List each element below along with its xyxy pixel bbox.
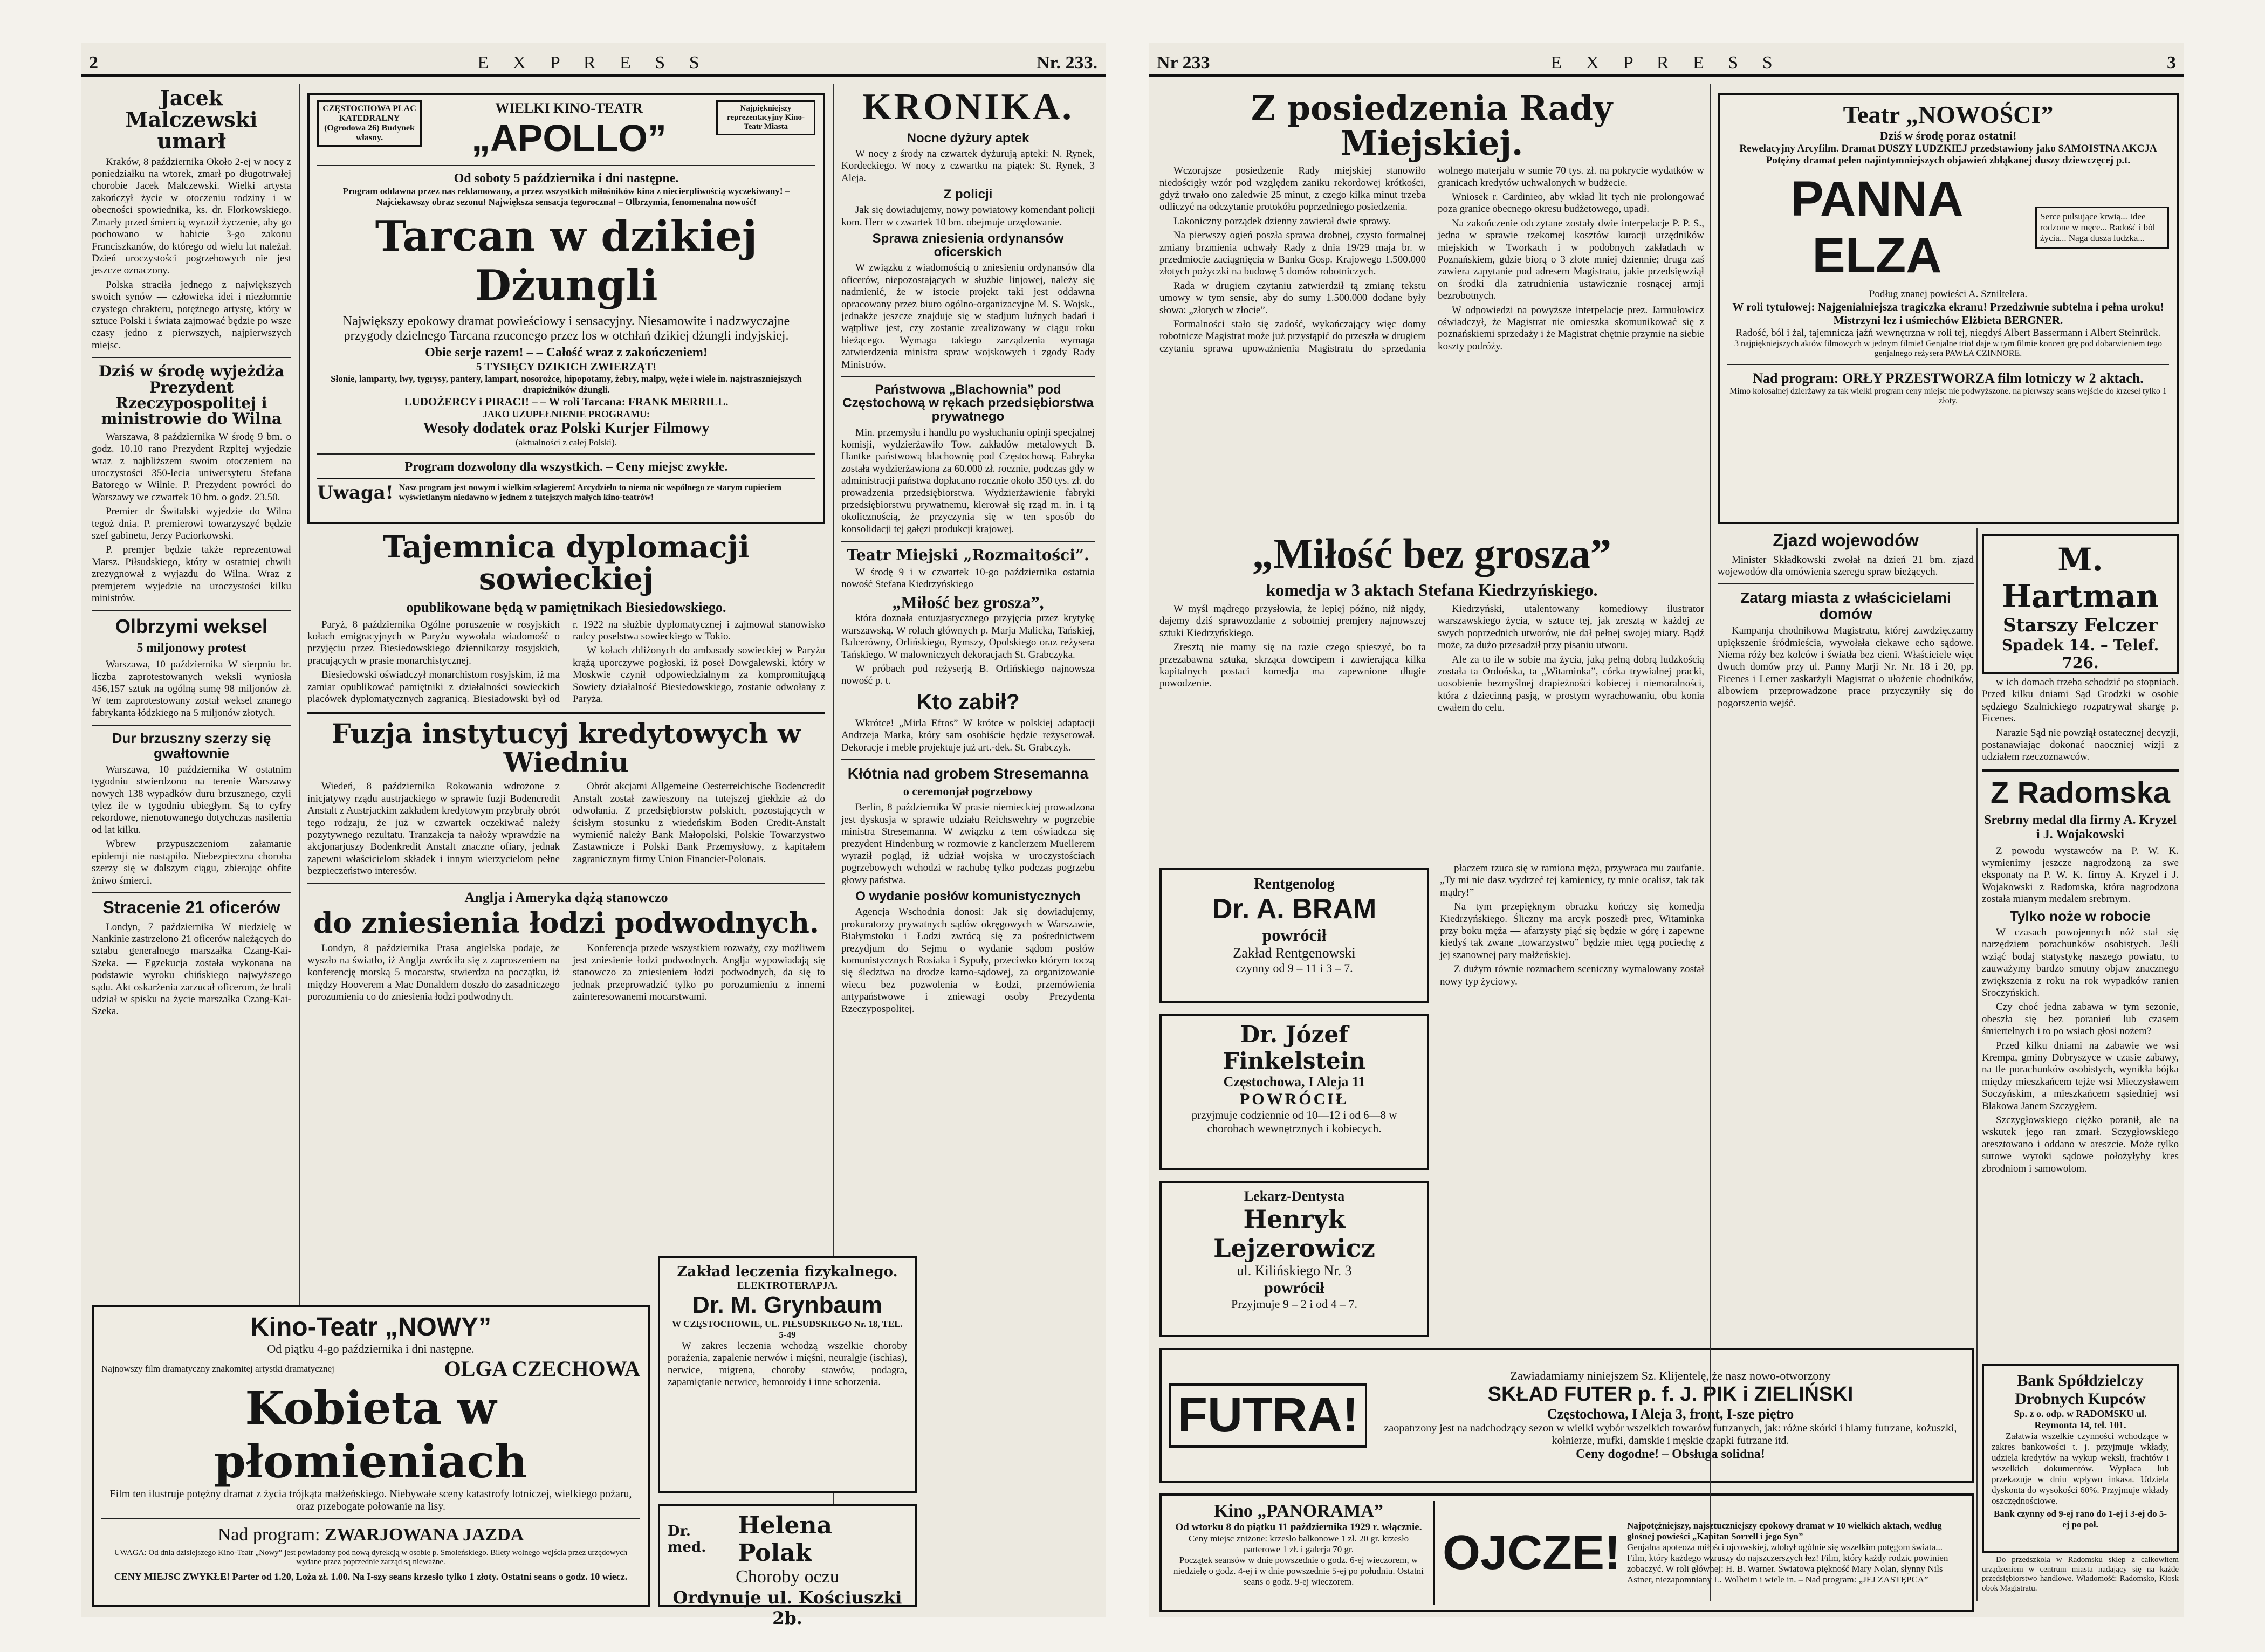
subheadline: opublikowane będą w pamiętnikach Biesiedowskiego.: [406, 599, 726, 615]
headline-kronika: KRONIKA.: [862, 86, 1074, 128]
newspaper-title: E X P R E S S: [1550, 53, 1782, 73]
ad-kino-nowy: [92, 1305, 650, 1607]
article-body: Czy choć jedna zabawa w tym sezonie, obeszła się bez poranień lub czasem śmiertelnych i to po wsiach głosi nożem?: [1982, 1001, 2179, 1037]
article-body: Ale za to ile w sobie ma życia, jaką pełną dobrą ludzkością została ta Ordońska, ta „Witaminka”, córka trywialnej pracki, uosobienie bezmyślnej drapieżności kobiecej i niemoralności, która z dziecinną pasją, w prostym wyrachowaniu, obu konia cwałem do celu.: [1438, 653, 1704, 714]
futra-intro: Zawiadamiamy niniejszem Sz. Klijentelę, że nasz nowo-otworzony: [1510, 1369, 1831, 1382]
headline-fuzja: Fuzja instytucyj kredytowych w Wiedniu: [332, 718, 801, 778]
article-body: Obrót akcjami Allgemeine Oesterreichische Bodencredit Anstalt został zawieszony na tutejszej giełdzie aż do odwołania. Z przedsiębiorstw polskich, pozostających w ścisłym stosunku z wiedeńskim Boden Credit-Anstalt wymienić należy Bank Małopolski, Polskie Towarzystwo Zastawnicze i Polski Bank Przemysłowy, z kapitałem zagranicznym firmy Union Financier-Polonais.: [573, 781, 825, 865]
finkelstein-hours: przyjmuje codziennie od 10—12 i od 6—8 w chorobach wewnętrznych i kobiecych.: [1191, 1109, 1397, 1135]
article-body: Przed kilku dniami na zabawie we wsi Krempa, gminy Dobryszyce w czasie zabawy, na tle porachunków osobistych, wynikła bójka między mieszkańcem tejże wsi Mieczysławem Soczyńskim, a mieszkańcem sąsiedniej wsi Blakowa Janem Szczygłem.: [1982, 1040, 2179, 1112]
headline-weksel: Olbrzymi weksel: [115, 615, 268, 638]
article-body: W środę 9 i w czwartek 10-go października ostatnia nowość Stefana Kiedrzyńskiego: [841, 566, 1095, 590]
newspaper-title: E X P R E S S: [477, 53, 709, 73]
nowosci-note: Mimo kolosalnej dzierżawy za tak wielki program ceny miejsc nie podwyższone. na pierwszy seans wejście do krzeseł tylko 1 złoty.: [1729, 387, 2167, 405]
article-body: Premier dr Świtalski wyjedzie do Wilna tegoż dnia. P. premierowi towarzyszyć będzie szef gabinetu, Jerzy Paciorkowski.: [92, 506, 291, 541]
nowy-prices: CENY MIEJSC ZWYKŁE! Parter od 1.20, Loża zł. 1.00. Na I-szy seans krzesło tylko 1 złoty. Ostatni seans o godz. 10 wiecz.: [114, 1571, 628, 1582]
ojcze-body: Genjalna apoteoza miłości ojcowskiej, zdobył ogólnie się wszelkim potęgom świata... Film, który każdego wzruszy do najszczerszych łez! Film, który każdy rodzic powinien zobaczyć. W roli głównej: H. B. Warner. Światowa piękność Mary Nolan, słynny Nils Astner, niezapomniany L. Wolheim i wiele in. – Nad program: „JEJ ZASTĘPCA”: [1627, 1542, 1948, 1585]
article-body: W próbach pod reżyserją B. Orlińskiego najnowsza nowość p. t.: [841, 663, 1095, 687]
divider: [317, 453, 815, 455]
divider: [1718, 583, 1974, 584]
nowy-next: ZWARJOWANA JAZDA: [324, 1525, 524, 1545]
column-rule: [1710, 84, 1711, 1601]
headline-prezydent: Dziś w środę wyjeżdża Prezydent Rzeczypospolitej i ministrowie do Wilna: [98, 362, 285, 428]
ad-hartman: [1982, 534, 2179, 674]
bank-name: Bank Spółdzielczy Drobnych Kupców: [2015, 1372, 2146, 1408]
divider: [307, 883, 825, 884]
teatr-title: „Miłość bez grosza”,: [892, 593, 1044, 612]
apollo-film-title: Tarcan w dzikiej Dżungli: [375, 212, 758, 310]
ad-teatr-nowosci: [1718, 93, 2179, 524]
bram-status: powrócił: [1262, 925, 1327, 945]
headline-teatr: Teatr Miejski „Rozmaitości”.: [847, 546, 1089, 565]
article-body: Agencja Wschodnia donosi: Jak się dowiadujemy, prokuratorzy prywatnych sądów okręgowych w Warszawie, Białymstoku i Łodzi zwrócą się za pośrednictwem prezydjum do Sejmu o wydanie sądom posłów komunistycznych Rosiaka i Sypuły, przeciwko którym toczą się śledztwa na drodze karno-sądowej, za organizowanie wiecu bez pozwolenia w Łodzi, przemówienia antypaństwowe i zniewagi osoby Prezydenta Rzeczypospolitej.: [841, 906, 1095, 1015]
apollo-name: „APOLLO”: [471, 117, 667, 159]
article-body: płaczem rzuca się w ramiona męża, przywraca mu zaufanie. „Ty mi nie dasz wydrzeć tej kamienicy, ty mnie ocalisz, tak tak mądry!”: [1440, 863, 1704, 898]
article-body: Zresztą nie mamy się na razie czego spieszyć, bo ta przezabawna sztuka, skrząca dowcipem i zawierająca kilka kapitalnych postaci komedja ma zapewnione długie powodzenie.: [1159, 642, 1426, 690]
header-rule: [1149, 74, 2184, 77]
article-body: W kołach zbliżonych do ambasady sowieckiej w Paryżu krążą uporczywe pogłoski, iż poseł Dowgalewski, który w Moskwie czynił odpowiedzialnym za kompromitującą Sowiety działalność Biesiedowskiego, zostanie odwołany z Paryża.: [573, 645, 825, 705]
divider: [101, 1518, 640, 1519]
apollo-bonus-sub: (aktualności z całej Polski).: [516, 437, 617, 448]
apollo-extra: JAKO UZUPEŁNIENIE PROGRAMU:: [482, 409, 650, 419]
ad-polak: [658, 1504, 917, 1628]
lejzerowicz-status: powrócił: [1264, 1279, 1324, 1297]
lejzerowicz-address: ul. Kilińskiego Nr. 3: [1237, 1263, 1352, 1278]
column-rule: [1976, 528, 1978, 1601]
headline-rada: Z posiedzenia Rady Miejskiej.: [1251, 88, 1613, 163]
right-page-header: [1149, 43, 2184, 77]
left-page-header: [81, 43, 1106, 77]
ad-apollo: [307, 93, 825, 524]
column-kronika: [841, 84, 1095, 1017]
headline-klotnia: Kłótnia nad grobem Stresemanna: [847, 765, 1089, 782]
article-body: Min. przemysłu i handlu po wysłuchaniu opinji specjalnej komisji, wydzierżawiło Tow. zakładów metalowych B. Hantke państwową blachownię pod Częstochową. Fabryka została wydzierżawiona za 60.000 zł. rocznie, podczas gdy w administracji państwa dopłacano rocznie około 350 tys. zł. do prowadzenia przedsiębiorstwa. Wydzierżawienie fabryki przedsiębiorstwu prywatnemu, kierował się rząd m. in. i tą okolicznością, że przyczynia się w ten sposób do konsolidacji tej gałęzi produkcji krajowej.: [841, 426, 1095, 535]
bank-body: Załatwia wszelkie czynności wchodzące w zakres bankowości t. j. przyjmuje wkłady, udziela kredytów na wykup weksli, frachtów i wszelkich dokumentów. Wypłaca lub przekazuje w dniu wpływu inkasa. Udziela dyskonta do wysokości 60%. Przyjmuje wkłady oszczędnościowe.: [1992, 1431, 2169, 1506]
article-body: Londyn, 8 października Prasa angielska podaje, że wyszło na światło, iż Anglja zwróciła się z zaproszeniem na konferencję morską 5 mocarstw, stwierdza na początku, iż między Hooverem a Mac Donaldem doszło do zasadniczego porozumienia co do zniesienia łodzi podwodnych.: [307, 942, 560, 1002]
headline-blachownia: Państwowa „Blachownia” pod Częstochową w rękach przedsiębiorstwa prywatnego: [842, 382, 1094, 424]
article-body: Londyn, 7 października W niedzielę w Nankinie zastrzelono 21 oficerów należących do sztabu generalnego marszałka Czang-Kai-Szeka. — Egzekucja została wykonana na podstawie wyroku chińskiego najwyższego sądu. Akt oskarżenia zarzucał oficerom, że brali udział w spisku na życie marszałka Czang-Kai-Szeka.: [92, 921, 291, 1017]
finkelstein-status: POWRÓCIŁ: [1239, 1090, 1349, 1108]
article-body: Warszawa, 8 października W środę 9 bm. o godz. 10.10 rano Prezydent Rzpltej wyjedzie wraz z najbliższem swoim otoczeniem na uroczystości 350-lecia uniwersytetu Stefana Batorego w Wilnie. P. Prezydent powróci do Warszawy we czwartek 10 bm. o godz. 23.50.: [92, 431, 291, 503]
apollo-allowed: Program dozwolony dla wszystkich. – Ceny miejsc zwykłe.: [404, 460, 728, 474]
divider: [92, 892, 291, 893]
article-body: Konferencja przede wszystkiem rozważy, czy możliwem jest zniesienie łodzi podwodnych. Anglja wypowiadają się stanowczo za zniesieniem łodzi podwodnych, da się to jednak przeprowadzić tylko po porozumieniu z innemi zainteresowanemi mocarstwami.: [573, 942, 825, 1002]
article-body: Szczygłowskiego ciężko poranił, ale na wskutek jego ran zmarł. Sczygłowskiego aresztowano i oddano w areszcie. Może tylko surowe wyroki sądowe położyłyby kres zbrodniom i samowolom.: [1982, 1114, 2179, 1174]
header-rule: [81, 74, 1106, 77]
article-rada: [1159, 87, 1704, 553]
article-body: Wiedeń, 8 października Rokowania wdrożone z inicjatywy rządu austrjackiego w sprawie fuzji Bodencredit Anstalt z Austrjackim zakładem kredytowym przybrały obrót tego rodzaju, że już w czwartek oczekiwać należy pozytywnego rezultatu. Tranzakcja ta nałoży wprawdzie na akcjonarjuszy Bodenkredit Anstalt znaczne ofiary, jednak zapewni właścicielom składek i innym wierzycielom pełne bezpieczeństwo interesów.: [307, 781, 560, 877]
article-body: Lakoniczny porządek dzienny zawierał dwie sprawy.: [1173, 215, 1391, 227]
article-body: W myśl mądrego przysłowia, że lepiej późno, niż nigdy, dajemy dziś sprawozdanie z sobotniej premjery najnowszej sztuki Kiedrzyńskiego.: [1159, 603, 1426, 639]
nowosci-cast2: Radość, ból i żal, tajemnicza jaźń wewnętrzna w roli tej, niegdyś Albert Bassermann i Albert Steinrück.: [1735, 327, 2161, 339]
apollo-note-label: Uwaga!: [317, 482, 394, 504]
divider: [1982, 769, 2179, 772]
article-body: Z powodu wystawców na P. W. K. wymienimy jeszcze nagrodzoną za swe eksponaty na P. W. K. firmy A. Kryzel i J. Wojakowski z Radomska, która nagrodzona została mianym medalem srebrnym.: [1982, 845, 2179, 905]
article-body: Do przedszkola w Radomsku sklep z całkowitem urządzeniem w centrum miasta nadający się na każde przedsiębiorstwo handlowe. Wiadomość: Radomsko, Kiosk obok Magistratu.: [1982, 1555, 2179, 1593]
column-zjazd: [1718, 528, 1974, 1337]
lejzerowicz-hours: Przyjmuje 9 – 2 i od 4 – 7.: [1231, 1297, 1358, 1311]
article-milosc: [1159, 528, 1704, 862]
nowosci-today: Dziś w środę poraz ostatni!: [1879, 129, 2017, 142]
article-body: Kampanja chodnikowa Magistratu, której zawdzięczamy upiększenie śródmieścia, wywołała ciekawe echo sądowe. Niema róży bez kolców i światła bez cieni. Właściciele więc dwuch domów przy ul. Panny Marji Nr. Nr. 18 i 20, pp. Ficenes i Lerner zaskarżyli Magistrat o ułożenie chodników, albowiem przeprowadzone prace przyczyniły się do pogorszenia wejść.: [1718, 625, 1974, 709]
lejzerowicz-title: Lekarz-Dentysta: [1244, 1188, 1345, 1204]
headline-policja: Z policji: [943, 187, 993, 202]
nowy-description: Film ten ilustruje potężny dramat z życia trójkąta małżeńskiego. Niebywałe sceny katastrofy lotniczej, wielkiego pożaru, oraz przebogate połowanie na lisy.: [109, 1488, 632, 1512]
apollo-right-box: Najpiękniejszy reprezentacyjny Kino-Teatr Miasta: [716, 100, 815, 135]
article-body: Wniosek r. Cardinieo, aby wkład lit tych nie prolongować poza granice obecnego okresu budżetowego, upadł.: [1438, 191, 1704, 215]
article-body: Polska straciła jednego z największych swoich synów — człowieka idei i niezłomnie czystego chrakteru, potężnego artystę, który w sztuce Polski i świata zajmować będzie po wsze czasy jedno z pierwszych, najpierwszych miejsc.: [92, 279, 291, 351]
article-body: Berlin, 8 października W prasie niemieckiej prowadzona jest dyskusja w sprawie udziału Reichswehry w pogrzebie ministra Stresemanna. W związku z tem oświadcza się prezydent Hindenburg w rozmowie z kanclerzem Muellerem wyraził pogląd, iż udział wojska w uroczystościach pogrzebowych wchodzi w rachubę tylko podczas pogrzebu głowy państwa.: [841, 802, 1095, 886]
apollo-serial: Obie serje razem! – – Całość wraz z zakończeniem!: [425, 346, 708, 360]
ad-futra: [1159, 1348, 1974, 1483]
panorama-name: Kino „PANORAMA”: [1214, 1501, 1383, 1521]
headline-dyplomacja: Tajemnica dyplomacji sowieckiej: [382, 529, 750, 597]
futra-big: FUTRA!: [1169, 1383, 1367, 1448]
hartman-name: M. Hartman: [2002, 541, 2159, 615]
apollo-cast: LUDOŻERCY i PIRACI! – – W roli Tarcana: FRANK MERRILL.: [404, 395, 729, 408]
apollo-description: Największy epokowy dramat powieściowy i sensacyjny. Niesamowite i nadzwyczajne przygody dzielnego Tarcana rzuconego przez los w otchłań dzikiej dżungli indyjskiej.: [342, 314, 790, 343]
column-radomsko: [1982, 677, 2179, 1351]
nowosci-aside: Serce pulsujące krwią... Idee rodzone w męce... Radość i ból życia... Naga dusza ludzka...: [2035, 206, 2169, 249]
headline-radomsko: Z Radomska: [1991, 775, 2170, 809]
hartman-title: Starszy Felczer: [2003, 615, 2158, 636]
ad-finkelstein: [1159, 1014, 1429, 1170]
nowosci-name: Teatr „NOWOŚCI”: [1843, 101, 2054, 128]
issue-number: Nr 233: [1157, 53, 1210, 73]
subheadline: 5 miljonowy protest: [136, 641, 246, 656]
headline-apteki: Nocne dyżury aptek: [907, 130, 1029, 146]
article-body: Na tym przepięknym obrazku kończy się komedja Kiedrzyńskiego. Śliczny ma arcyk poszedł prec, Witaminka przy boku męża — afarzysty piąć się będzie w górę i zapewne kiedyś tak zwane „towarzystwo” będzie miec tęgą pociechę z jej szanownej pary małżeńskiej.: [1440, 901, 1704, 961]
column-milosc-continued: [1440, 863, 1704, 1337]
nowosci-next: Nad program: ORŁY PRZESTWORZA film lotniczy w 2 aktach.: [1753, 370, 2144, 386]
left-column-1: [92, 84, 291, 1020]
article-body: Formalności stało się zadość, wykańczający więc domy robotnicze Magistrat może już przystąpić do przeszła w drugiem czytaniu sprawa upoważnienia Magistratu do sprzedania wolnego materjału w sumie 70 tys. zł. na pokrycie wydatków w granicach kredytów uchwalonych w budżecie.: [1159, 165, 1704, 354]
page-number: 3: [2167, 53, 2176, 73]
grynbaum-body: W zakres leczenia wchodzą wszelkie choroby porażenia, zapalenie nerwów i mięśni, neuralgje (ischias), nerwice, migrena, choroby stawów, podagra, zapamiętanie nerwice, hemoroidy i inne schorzenia.: [668, 1340, 907, 1388]
futra-body: zaopatrzony jest na nadchodzący sezon w wielki wybór wszelkich towarów futrzanych, jak: różne skórki i blamy futrzane, kożuszki, kołnierze, mufki, damskie i męskie czapki futrzane itd.: [1384, 1422, 1957, 1447]
article-body: Na pierwszy ogień poszła sprawa drobnej, czysto formalnej zmiany brzmienia uchwały Rady z dnia 19/29 maja br. w przedmiocie zaciągnięcia w Banku Gosp. Krajowego 1.500.000 złotych pożyczki na budowę 5 domów robotniczych.: [1159, 230, 1426, 278]
page-number: 2: [89, 53, 98, 73]
finkelstein-address: Częstochowa, I Aleja 11: [1223, 1074, 1365, 1090]
ojcze-top: Najpotężniejszy, najsztuczniejszy epokowy dramat w 10 wielkich aktach, według głośnej powieści „Kapitan Sorrell i jego Syn”: [1627, 1520, 1942, 1541]
apollo-dates: Od soboty 5 października i dni następne.: [454, 171, 679, 185]
grynbaum-sub: ELEKTROTERAPJA.: [737, 1280, 838, 1291]
headline-milosc: „Miłość bez grosza”: [1252, 530, 1611, 577]
article-body: Minister Składkowski zwołał na dzień 21 bm. zjazd wojewodów dla omówienia szeregu spraw bieżących.: [1718, 554, 1974, 577]
panorama-dates: Od wtorku 8 do piątku 11 października 1929 r. włącznie.: [1175, 1522, 1422, 1533]
article-body: P. premjer będzie także reprezentował Marsz. Piłsudskiego, który w ostatniej chwili zrezygnował z wyjazdu do Wilna. Wraz z premjerem wyjedzie na uroczystości kilku ministrów.: [92, 544, 291, 604]
headline-kto-zabil: Kto zabił?: [916, 690, 1020, 714]
ad-bank: [1982, 1364, 2179, 1553]
ad-bram: [1159, 868, 1429, 1003]
article-body: Paryż, 8 października Ogólne poruszenie w rosyjskich kołach emigracyjnych w Paryżu wywołała wiadomość o przyjęciu przez Biesiedowskiego dziennikarzy rosyjskich, pracujących w prasie monarchistycznej.: [307, 618, 560, 666]
divider: [841, 541, 1095, 542]
ad-panorama: [1159, 1493, 1974, 1612]
apollo-name-top: WIELKI KINO-TEATR: [495, 100, 643, 116]
ad-grynbaum: [658, 1256, 917, 1493]
article-body: Wczorajsze posiedzenie Rady miejskiej stanowiło niedościgły wzór pod względem zaniku rekordowej krótkości, gdyż trwało ono zaledwie 25 minut, z czego kilka minut trzeba odliczyć na odczytanie protokółu poprzedniego posiedzenia.: [1159, 165, 1426, 213]
article-body: Kiedrzyński, utalentowany komediowy ilustrator warszawskiego życia, w sztuce tej, jak zresztą w każdej ze swych poprzednich utworów, nie dał pełnej swojej miary. Bądź może, za dużo przesadził przy pisaniu utworu.: [1438, 603, 1704, 651]
headline-zjazd: Zjazd wojewodów: [1773, 531, 1919, 550]
article-body: w ich domach trzeba schodzić po stopniach. Przed kilku dniami Sąd Grodzki w osobie sędziego Szalnickiego rozpatrywał skargę p. Ficenes.: [1982, 677, 2179, 725]
futra-address: Częstochowa, I Aleja 3, front, I-sze piętro: [1547, 1406, 1794, 1422]
ojcze-big: OJCZE!: [1443, 1525, 1621, 1580]
issue-number: Nr. 233.: [1036, 53, 1097, 73]
headline-anglja-top: Anglja i Ameryka dążą stanowczo: [464, 889, 668, 905]
nowosci-music: 3 najpiękniejszych aktów filmowych w jednym filmie! Genjalne trio! daje w tym filmie koncert grę pod dobarwieniem tego genjalnego reżysera PAWŁA CZINNORE.: [1734, 339, 2163, 358]
divider: [1727, 364, 2169, 365]
article-body: Biesiedowski oświadczył monarchistom rosyjskim, iż ma zamiar opublikować pamiętniki z działalności sowieckich placówek dyplomatycznych zagranicą. Biesiadowski był od r. 1922 na służbie dyplomatycznej i zajmował stanowisko radcy poselstwa sowieckiego w Tokio.: [307, 618, 825, 705]
apollo-bonus: Wesoły dodatek oraz Polski Kurjer Filmowy: [423, 420, 710, 437]
polak-prefix: Dr. med.: [668, 1523, 706, 1555]
bank-sub: Sp. z o. odp. w RADOMSKU ul. Reymonta 14, tel. 101.: [2014, 1408, 2147, 1430]
article-body: W czasach powojennych nóż stał się narzędziem porachunków osobistych. Jeśli wziąć bodaj statystykę naszego powiatu, to zauważymy bardzo smutny objaw znacznego zwiększenia z roku na rok wypadków ranien Sroczyńskich.: [1982, 926, 2179, 999]
article-body: która doznała entuzjastycznego przyjęcia przez krytykę warszawską. W rolach głównych p. Marja Malicka, Tańskiej, Balcerówny, Orlińskiego, Rymszy, Opolskiego oraz reżysera Tańskiego. W malowniczych dekoracjach St. Grabczyka.: [841, 612, 1095, 660]
polak-name: Helena Polak: [738, 1512, 833, 1567]
grynbaum-title: Zakład leczenia fizykalnego.: [677, 1264, 898, 1280]
article-body: Wkrótce! „Mirla Efros” W krótce w polskiej adaptacji Andrzeja Marka, który sam osobiście będzie reżyserował. Dekoracje i meble projektuje już art.-dek. St. Grabczyk.: [841, 717, 1095, 753]
divider: [841, 376, 1095, 377]
bram-hours: czynny od 9 – 11 i 3 – 7.: [1236, 961, 1353, 975]
headline-zatarg: Zatarg miasta z właścicielami domów: [1740, 589, 1951, 622]
subheadline: Srebrny medal dla firmy A. Kryzel i J. Wojakowski: [1984, 813, 2177, 842]
headline-malczewski: Jacek Malczewski umarł: [125, 86, 258, 153]
hartman-address: Spadek 14. – Telef. 726.: [2001, 636, 2159, 672]
nowosci-novel: Podług znanej powieści A. Szniltelera.: [1869, 288, 2028, 300]
article-body: Kraków, 8 października Około 2-ej w nocy z poniedziałku na wtorek, zmarł po długotrwałej chorobie Jacek Malczewski. Wielki artysta zakończył życie w otoczeniu rodziny i w obecności spowiednika, ks. dr. Florkowskiego. Zmarły przed śmiercią wyraził życzenie, aby go pochowano w habicie 3-go zakonu Franciszkanów, do którego od wielu lat należał. Dzień uroczystości pogrzebowych nie jest jeszcze oznaczony.: [92, 156, 291, 277]
classified-podrzutki: [1982, 1555, 2179, 1609]
article-body: Narazie Sąd nie powziął ostatecznej decyzji, postanawiając dokonać naoczniej wizji z udziałem rzeczoznawców.: [1982, 727, 2179, 763]
article-body: Warszawa, 10 października W sierpniu br. liczba zaprotestowanych weksli wyniosła 456,157 sztuk na ogólną sumę 98 miljonów zł. W tem zaprotestowany został weksel znanego fabrykanta łódzkiego na 5 miljonów złotych.: [92, 659, 291, 719]
headline-brzuszny: Dur brzuszny szerzy się gwałtownie: [112, 730, 271, 761]
article-body: W nocy z środy na czwartek dyżurują apteki: N. Rynek, Kordeckiego. W nocy z czwartku na piątek: St. Rynek, 3 Aleja.: [841, 148, 1095, 184]
apollo-promo: Program oddawna przez nas reklamowany, a przez wszystkich miłośników kina z niecierpliwością wyczekiwany! – Najciekawszy obraz sezonu! Największa sensacja tegoroczna! – Olbrzymia, fenomenalna nowość!: [342, 186, 790, 207]
subheadline: komedja w 3 aktach Stefana Kiedrzyńskiego.: [1266, 580, 1598, 600]
nowosci-tagline: Potężny dramat pełen najintymniejszych objawień zbłąkanej duszy dziewczęcej p.t.: [1766, 155, 2131, 166]
nowy-name: Kino-Teatr „NOWY”: [250, 1313, 492, 1341]
article-body: Rada w drugiem czytaniu zatwierdził tą zmianę tekstu umowy w tym sensie, aby do sumy 1.500.000 dodane były słowa: „złotych w złocie”.: [1159, 280, 1426, 316]
panorama-hours: Początek seansów w dnie powszednie o godz. 6-ej wieczorem, w niedzielę o godz. 4-ej i w dnie powszednie 5-ej po południu. Ostatni seans o godz. 9-ej wieczorem.: [1173, 1555, 1424, 1587]
nowy-note: UWAGA: Od dnia dzisiejszego Kino-Teatr „Nowy” jest powiadomy pod nową dyrekcją w osobie p. Smoleńskiego. Bilety wolnego wejścia przez urzędowych wydane przez poprzednie zarząd są nieważne.: [114, 1548, 628, 1566]
article-body: Warszawa, 10 października W ostatnim tygodniu stwierdzono na terenie Warszawy nowych 138 wypadków duru brzusznego, czyli tylez ile w tygodniu ubiegłym. Są to cyfry rekordowe, nienotowanego dotychczas nasilenia od lat kilku.: [92, 763, 291, 836]
bram-place: Zakład Rentgenowski: [1233, 945, 1356, 961]
bank-hours: Bank czynny od 9-ej rano do 1-ej i 3-ej do 5-ej po poł.: [1993, 1509, 2167, 1530]
nowy-dates: Od piątku 4-go października i dni następne.: [267, 1342, 475, 1355]
apollo-animals: 5 TYSIĘCY DZIKICH ZWIERZĄT!: [476, 360, 657, 373]
subheadline: o ceremonjał pogrzebowy: [903, 784, 1033, 799]
grynbaum-address: W CZĘSTOCHOWIE, UL. PIŁSUDSKIEGO Nr. 18, TEL. 5-49: [672, 1319, 903, 1340]
nowy-star: OLGA CZECHOWA: [444, 1357, 640, 1381]
divider: [841, 759, 1095, 760]
divider: [317, 165, 815, 166]
nowosci-cast: W roli tytułowej: Najgenialniejsza tragiczka ekranu! Przedziwnie subtelna i pełna uroku! Mistrzyni łez i uśmiechów Elżbieta BERGNER.: [1732, 300, 2164, 327]
headline-anglja: do zniesienia łodzi podwodnych.: [313, 906, 820, 940]
article-dyplomacja: [307, 528, 825, 1005]
headline-oficer: Sprawa zniesienia ordynansów oficerskich: [872, 231, 1064, 260]
lejzerowicz-name: Henryk Lejzerowicz: [1213, 1204, 1375, 1263]
apollo-city-box: CZĘSTOCHOWA PLAC KATEDRALNY (Ogrodowa 26) Budynek własny.: [317, 100, 422, 147]
ad-lejzerowicz: [1159, 1181, 1429, 1337]
divider: [307, 712, 825, 714]
nowosci-desc: Rewelacyjny Arcyfilm. Dramat DUSZY LUDZKIEJ przedstawiony jako SAMOISTNA AKCJA: [1739, 143, 2157, 154]
nowy-intro: Najnowszy film dramatyczny znakomitej artystki dramatycznej: [101, 1363, 334, 1374]
article-body: W związku z wiadomością o zniesieniu ordynansów dla oficerów, niepozostających w służbie linjowej, należy się nadmienić, że w istocie projekt taki jest oddawna opracowany przez biuro ogólno-organizacyjne M. S. Wojsk., jednakże jeszcze znajduje się w stadjum luźnych badań i wątpliwe jest, czy zostanie zrealizowany w ciągu roku bieżącego. Wymaga takiego zarządzenia wymaga zatwierdzenia ministra spraw wojskowych i zgody Rady Ministrów.: [841, 262, 1095, 370]
article-body: Jak się dowiadujemy, nowy powiatowy komendant policji kom. Herr w czwartek 10 bm. obejmuje urzędowanie.: [841, 204, 1095, 228]
headline-poslow: O wydanie posłów komunistycznych: [855, 889, 1081, 904]
headline-noze: Tylko noże w robocie: [2009, 907, 2151, 924]
article-body: Wbrew przypuszczeniom załamanie epidemji nie nastąpiło. Niebezpieczna choroba szerzy się w dalszym ciągu, zbierając obfite żniwo śmierci.: [92, 838, 291, 886]
nowosci-film: PANNA ELZA: [1790, 171, 1964, 283]
divider: [92, 725, 291, 726]
polak-line2: Choroby oczu: [736, 1567, 839, 1587]
divider: [92, 357, 291, 358]
article-body: Z dużym równie rozmachem sceniczny wymalowany został nowy typ życiowy.: [1440, 963, 1704, 987]
divider: [92, 610, 291, 611]
polak-line3: Ordynuje ul. Kościuszki 2b.: [672, 1587, 902, 1628]
panorama-prices: Ceny miejsc zniżone: krzesło balkonowe 1 zł. 20 gr. krzesło parterowe 1 zł. i galerja 70 gr.: [1188, 1533, 1409, 1554]
bram-title: Rentgenolog: [1254, 876, 1335, 892]
nowy-film-title: Kobieta w płomieniach: [214, 1381, 527, 1488]
article-body: W odpowiedzi na powyższe interpelacje prez. Jarmułowicz oświadczył, że Magistrat nie omieszka skomunikować się z poznańskiemi sprzedaży i że Magistrat chętnie przymie na siebie koszty podróży.: [1438, 304, 1704, 352]
apollo-animals-list: Słonie, lamparty, lwy, tygrysy, pantery, lampart, nosorożce, hipopotamy, żebry, małpy, węże i wiele in. najstraszniejszych drapieżników dżungli.: [331, 374, 802, 395]
nowy-next-label: Nad program:: [217, 1525, 320, 1545]
apollo-note: Nasz program jest nowym i wielkim szlagierem! Arcydzieło to niema nic wspólnego ze starym rupieciem wyświetlanym niedawno w jednem z tutejszych małych kino-teatrów!: [399, 483, 781, 502]
right-page: [1149, 43, 2184, 1617]
headline-stracenie: Stracenie 21 oficerów: [102, 897, 280, 917]
futra-footer: Ceny dogodne! – Obsługa solidna!: [1576, 1447, 1765, 1461]
grynbaum-name: Dr. M. Grynbaum: [692, 1292, 883, 1318]
bram-name: Dr. A. BRAM: [1212, 893, 1377, 925]
finkelstein-name: Dr. Józef Finkelstein: [1223, 1021, 1366, 1074]
left-page: [81, 43, 1106, 1628]
article-body: Na zakończenie odczytane zostały dwie interpelacje P. P. S., jedna w sprawie rzekomej kosztów kuracji urzędników miejskich w Tworkach i w podobnych zakładach w Poznańskiem, gdzie biorą o 3 złote mniej dziennie; druga zaś zawiera zapytanie pod adresem Magistratu, jakie przedsięwziął on środki dla zatrudnienia ustawicznie rosnącej armji bezrobotnych.: [1438, 217, 1704, 302]
futra-name: SKŁAD FUTER p. f. J. PIK i ZIELIŃSKI: [1487, 1383, 1854, 1406]
